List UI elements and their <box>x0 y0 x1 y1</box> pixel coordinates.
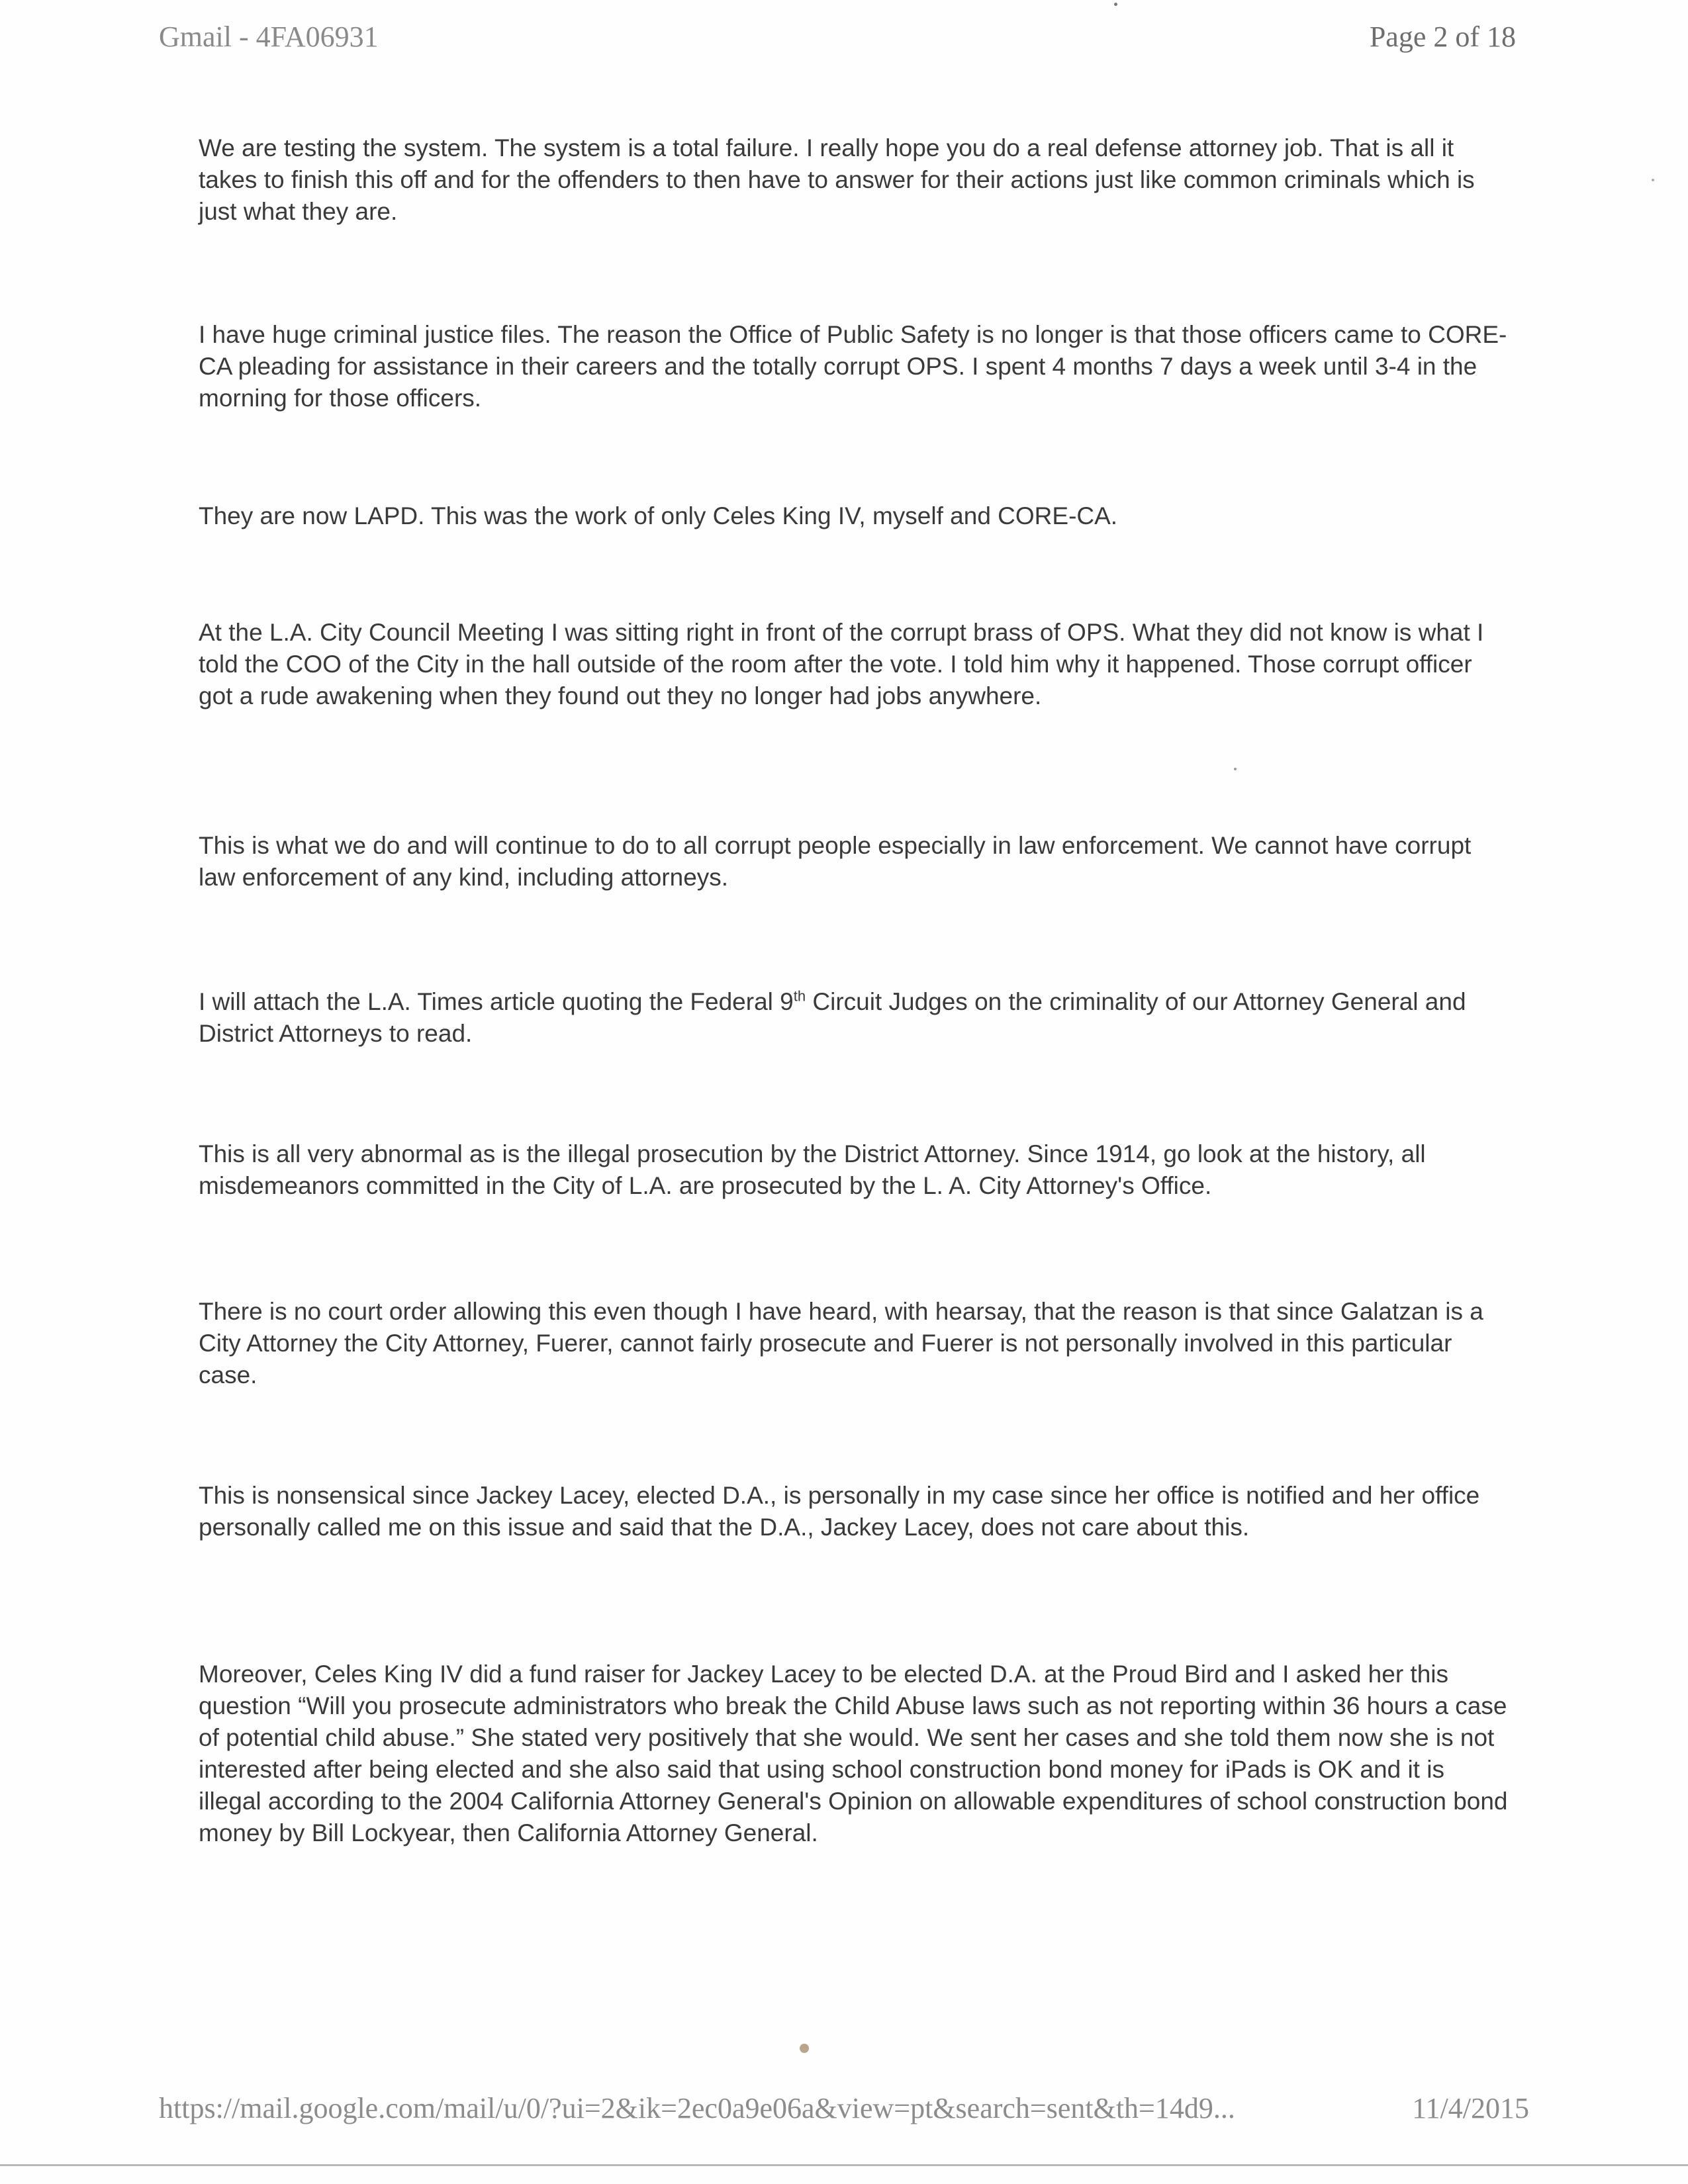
footer-date: 11/4/2015 <box>1412 2092 1529 2124</box>
paragraph-10: Moreover, Celes King IV did a fund raiser for Jackey Lacey to be elected D.A. at the Proud Bird and I asked her this question “Will you prosecute administrators who break the Child Abuse laws such as not reporting within 36 hours a case of potential child abuse.” She stated very positively that she would. We sent her cases and she told them now she is not interested after being elected and she also said that using school construction bond money for iPads is OK and it is illegal according to the 2004 California Attorney General's Opinion on allowable expenditures of school construction bond money by Bill Lockyear, then California Attorney General. <box>199 1661 1508 1846</box>
paragraph-5: This is what we do and will continue to do to all corrupt people especially in law enforcement. We cannot have corrupt law enforcement of any kind, including attorneys. <box>199 832 1472 891</box>
paragraph-3: They are now LAPD. This was the work of only Celes King IV, myself and CORE-CA. <box>199 502 1118 529</box>
scan-edge-line <box>0 2164 1688 2166</box>
paragraph-6-text-end: Circuit Judges on the criminality of our Attorney General and District Attorneys to read. <box>199 988 1466 1047</box>
paragraph-6 <box>199 986 1509 1050</box>
paragraph-8: There is no court order allowing this even though I have heard, with hearsay, that the reason is that since Galatzan is a City Attorney the City Attorney, Fuerer, cannot fairly prosecute and Fuerer is not personally involved in this particular case. <box>199 1298 1483 1388</box>
header-title: Gmail - 4FA06931 <box>159 21 379 53</box>
scan-speck <box>1652 179 1654 181</box>
paragraph-6-superscript: th <box>793 987 806 1005</box>
paragraph-1: We are testing the system. The system is a total failure. I really hope you do a real defense attorney job. That is all it takes to finish this off and for the offenders to then have to answer for their actions just like common criminals which is just what they are. <box>199 134 1475 225</box>
scan-speck <box>800 2044 809 2053</box>
paragraph-9: This is nonsensical since Jackey Lacey, elected D.A., is personally in my case since her office is notified and her office personally called me on this issue and said that the D.A., Jackey Lacey, does not care about this. <box>199 1482 1480 1541</box>
paragraph-7: This is all very abnormal as is the illegal prosecution by the District Attorney. Since 1914, go look at the history, all misdemeanors committed in the City of L.A. are prosecuted by the L. A. City Attorney's Office. <box>199 1140 1426 1199</box>
scan-speck <box>1114 3 1117 6</box>
page-number: Page 2 of 18 <box>1369 21 1516 53</box>
scan-speck <box>1234 768 1237 770</box>
paragraph-6-text-start: I will attach the L.A. Times article quoting the Federal 9 <box>199 988 794 1015</box>
paragraph-4: At the L.A. City Council Meeting I was sitting right in front of the corrupt brass of OPS. What they did not know is what I told the COO of the City in the hall outside of the room after the vote. I told him why it happened. Those corrupt officer got a rude awakening when they found out they no longer had jobs anywhere. <box>199 619 1484 709</box>
footer-url: https://mail.google.com/mail/u/0/?ui=2&ik=2ec0a9e06a&view=pt&search=sent&th=14d9... <box>159 2092 1235 2124</box>
print-header <box>159 20 1529 60</box>
print-footer <box>159 2091 1529 2131</box>
paragraph-2: I have huge criminal justice files. The reason the Office of Public Safety is no longer is that those officers came to CORE-CA pleading for assistance in their careers and the totally corrupt OPS. I spent 4 months 7 days a week until 3-4 in the morning for those officers. <box>199 321 1507 412</box>
